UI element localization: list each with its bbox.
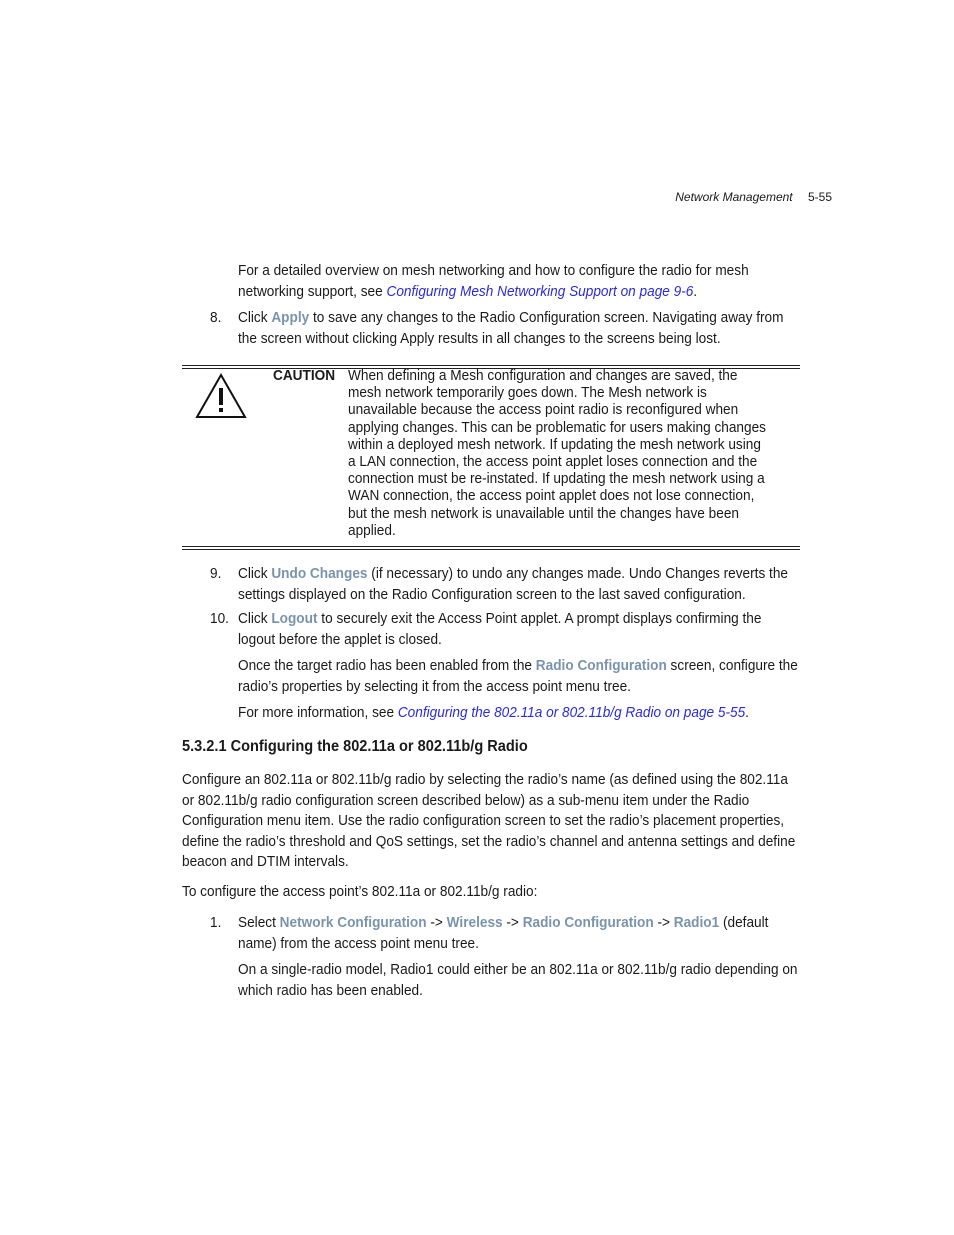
step-9-number: 9.: [210, 566, 222, 582]
logout-label: Logout: [271, 611, 318, 627]
step-9-post: (if necessary) to undo any changes made. Undo Changes reverts the settings displayed on the Radio Configuration screen to the last saved configuration.: [238, 566, 789, 603]
radio1-label: Radio1: [673, 915, 720, 931]
intro-end: .: [693, 283, 698, 300]
more-info-paragraph: [238, 703, 800, 724]
step-1-pre: Select: [238, 915, 280, 931]
network-configuration-label: Network Configuration: [279, 915, 427, 931]
step-1-number: 1.: [210, 915, 222, 931]
more-info-pre: For more information, see: [238, 705, 398, 721]
caution-label: CAUTION: [273, 368, 336, 384]
caution-box: [182, 365, 800, 551]
caution-bottom-rule-2: [182, 549, 800, 550]
radio-config-pre: Once the target radio has been enabled from the: [238, 658, 536, 674]
header-section-title: Network Management: [675, 190, 793, 204]
radio-config-paragraph: [238, 656, 800, 697]
radio-config-post: screen, configure the radio’s properties by selecting it from the access point menu tree.: [238, 658, 798, 695]
arrow-separator: ->: [502, 915, 523, 931]
step-8-pre: Click: [238, 310, 272, 326]
step-9-pre: Click: [238, 566, 272, 582]
radio-configuration-menu-label: Radio Configuration: [522, 915, 654, 931]
radio-configuration-label: Radio Configuration: [535, 658, 667, 674]
intro-paragraph: [238, 261, 800, 302]
step-1-post: (default name) from the access point menu tree.: [238, 915, 769, 952]
configuring-radio-link[interactable]: Configuring the 802.11a or 802.11b/g Radio on page 5-55: [397, 705, 746, 721]
step-8-number: 8.: [210, 310, 222, 326]
step-8-text: [238, 308, 800, 349]
arrow-separator: ->: [426, 915, 447, 931]
step-10-pre: Click: [238, 611, 272, 627]
mesh-networking-link[interactable]: Configuring Mesh Networking Support on page 9-6: [386, 283, 694, 300]
page-header: [675, 190, 832, 204]
step-10-text: [238, 609, 800, 650]
wireless-label: Wireless: [446, 915, 503, 931]
section-heading: 5.3.2.1 Configuring the 802.11a or 802.11b/g Radio: [182, 738, 528, 755]
caution-text: When defining a Mesh configuration and changes are saved, the mesh network temporarily goes down. The Mesh network is unavailable because the access point radio is reconfigured when applying changes. This can be problematic for users making changes within a deployed mesh network. If updating the mesh network using a LAN connection, the access point applet loses connection and the connection must be re-instated. If updating the mesh network using a WAN connection, the access point applet does not lose connection, but the mesh network is unavailable until the changes have been applied.: [348, 368, 766, 539]
caution-top-rule: [182, 365, 800, 366]
caution-bottom-rule: [182, 546, 800, 547]
step-1-note: On a single-radio model, Radio1 could either be an 802.11a or 802.11b/g radio depending on which radio has been enabled.: [238, 962, 798, 999]
apply-label: Apply: [271, 310, 310, 326]
body-paragraph-1: Configure an 802.11a or 802.11b/g radio by selecting the radio’s name (as defined using the 802.11a or 802.11b/g radio configuration screen described below) as a sub-menu item under the Radio Configuration menu item. Use the radio configuration screen to set the radio’s placement properties, define the radio’s threshold and QoS settings, set the radio’s channel and antenna settings and define beacon and DTIM intervals.: [182, 772, 796, 870]
arrow-separator: ->: [653, 915, 674, 931]
header-page-number: 5-55: [807, 190, 832, 204]
more-info-end: .: [745, 705, 749, 721]
warning-triangle-icon: [195, 373, 247, 419]
step-10-post: to securely exit the Access Point applet. A prompt displays confirming the logout before the applet is closed.: [238, 611, 762, 648]
step-10-number: 10.: [210, 611, 229, 627]
undo-changes-label: Undo Changes: [271, 566, 368, 582]
step-8-post: to save any changes to the Radio Configuration screen. Navigating away from the screen without clicking Apply results in all changes to the screens being lost.: [238, 310, 784, 347]
step-9-text: [238, 564, 800, 605]
body-paragraph-2: To configure the access point’s 802.11a or 802.11b/g radio:: [182, 884, 538, 900]
step-1-text: [238, 913, 800, 954]
intro-text: For a detailed overview on mesh networking and how to configure the radio for mesh networking support, see: [238, 263, 749, 300]
